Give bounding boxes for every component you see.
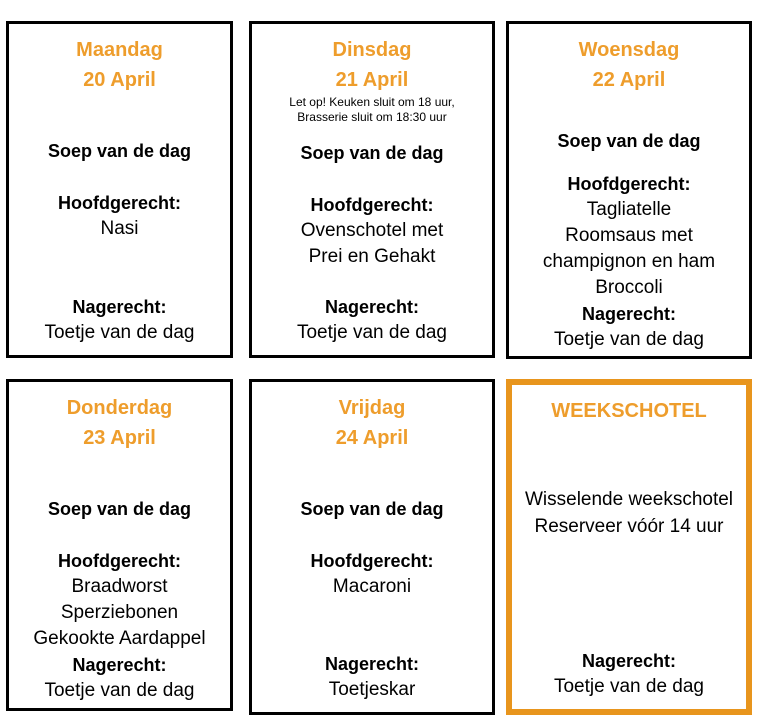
main-course-label: Hoofdgerecht:: [567, 174, 691, 194]
main-course-label: Hoofdgerecht:: [310, 195, 434, 215]
day-name: Donderdag: [66, 397, 173, 419]
day-name: Vrijdag: [338, 397, 406, 419]
day-date: 20 April: [83, 69, 156, 91]
soup-of-the-day: Soep van de dag: [47, 499, 192, 519]
dessert-label: Nagerecht:: [324, 297, 419, 317]
main-course-line: Ovenschotel met: [300, 220, 444, 241]
day-name: Woensdag: [578, 39, 680, 61]
dessert-value: Toetje van de dag: [553, 329, 704, 350]
soup-of-the-day: Soep van de dag: [557, 131, 701, 151]
main-course-line: Macaroni: [332, 576, 412, 597]
main-course-line: Nasi: [100, 218, 139, 239]
card-header: [551, 396, 707, 426]
menu-card-vrijdag: [249, 379, 495, 715]
soup-of-the-day: Soep van de dag: [300, 499, 444, 519]
menu-card-maandag: [6, 21, 233, 358]
dessert-label: Nagerecht:: [581, 304, 676, 324]
menu-card-woensdag: [506, 21, 752, 359]
weekschotel-description-line: Wisselende weekschotel: [524, 489, 734, 510]
soup-of-the-day: Soep van de dag: [300, 143, 444, 163]
card-header: [289, 35, 454, 125]
day-date: 23 April: [83, 427, 156, 449]
day-date: 24 April: [335, 427, 409, 449]
soup-of-the-day: Soep van de dag: [47, 141, 192, 161]
card-header: [336, 393, 409, 453]
dessert-value: Toetje van de dag: [44, 322, 195, 343]
dessert-block: [44, 294, 194, 346]
card-header: [67, 393, 173, 453]
dessert-label: Nagerecht:: [581, 651, 676, 671]
dessert-value: Toetje van de dag: [44, 680, 195, 701]
card-header: [76, 35, 163, 95]
main-course-line: Tagliatelle: [586, 199, 672, 220]
weekschotel-description: [525, 486, 733, 540]
day-name: Maandag: [76, 39, 163, 61]
menu-card-weekschotel: [506, 379, 752, 715]
main-course-line: champignon en ham: [542, 251, 716, 272]
main-course-line: Sperziebonen: [60, 602, 179, 623]
day-date: 21 April: [335, 69, 409, 91]
main-course-label: Hoofdgerecht:: [310, 551, 434, 571]
dessert-block: [554, 301, 704, 353]
day-name: Dinsdag: [332, 39, 412, 61]
day-date: 22 April: [592, 69, 666, 91]
dessert-label: Nagerecht:: [72, 655, 167, 675]
dessert-block: [554, 648, 704, 700]
dessert-block: [297, 294, 447, 346]
main-course-line: Prei en Gehakt: [308, 246, 436, 267]
main-course-label: Hoofdgerecht:: [58, 551, 181, 571]
dessert-value: Toetje van de dag: [296, 322, 447, 343]
card-header: [579, 35, 680, 95]
menu-card-dinsdag: [249, 21, 495, 358]
dessert-value: Toetje van de dag: [553, 676, 704, 697]
dessert-block: [325, 651, 419, 703]
weekschotel-description-line: Reserveer vóór 14 uur: [534, 516, 724, 537]
main-course-line: Broccoli: [595, 277, 663, 298]
main-course-label: Hoofdgerecht:: [58, 193, 181, 213]
menu-card-donderdag: [6, 379, 233, 711]
kitchen-note-line: Let op! Keuken sluit om 18 uur,: [289, 95, 455, 109]
dessert-block: [44, 652, 194, 704]
kitchen-note-line: Brasserie sluit om 18:30 uur: [297, 110, 447, 124]
main-course-line: Braadworst: [71, 576, 168, 597]
dessert-label: Nagerecht:: [324, 654, 420, 674]
main-course-line: Roomsaus met: [565, 225, 693, 246]
main-course-line: Gekookte Aardappel: [33, 628, 206, 649]
weekschotel-title: WEEKSCHOTEL: [551, 400, 707, 422]
dessert-value: Toetjeskar: [328, 679, 416, 700]
dessert-label: Nagerecht:: [72, 297, 167, 317]
